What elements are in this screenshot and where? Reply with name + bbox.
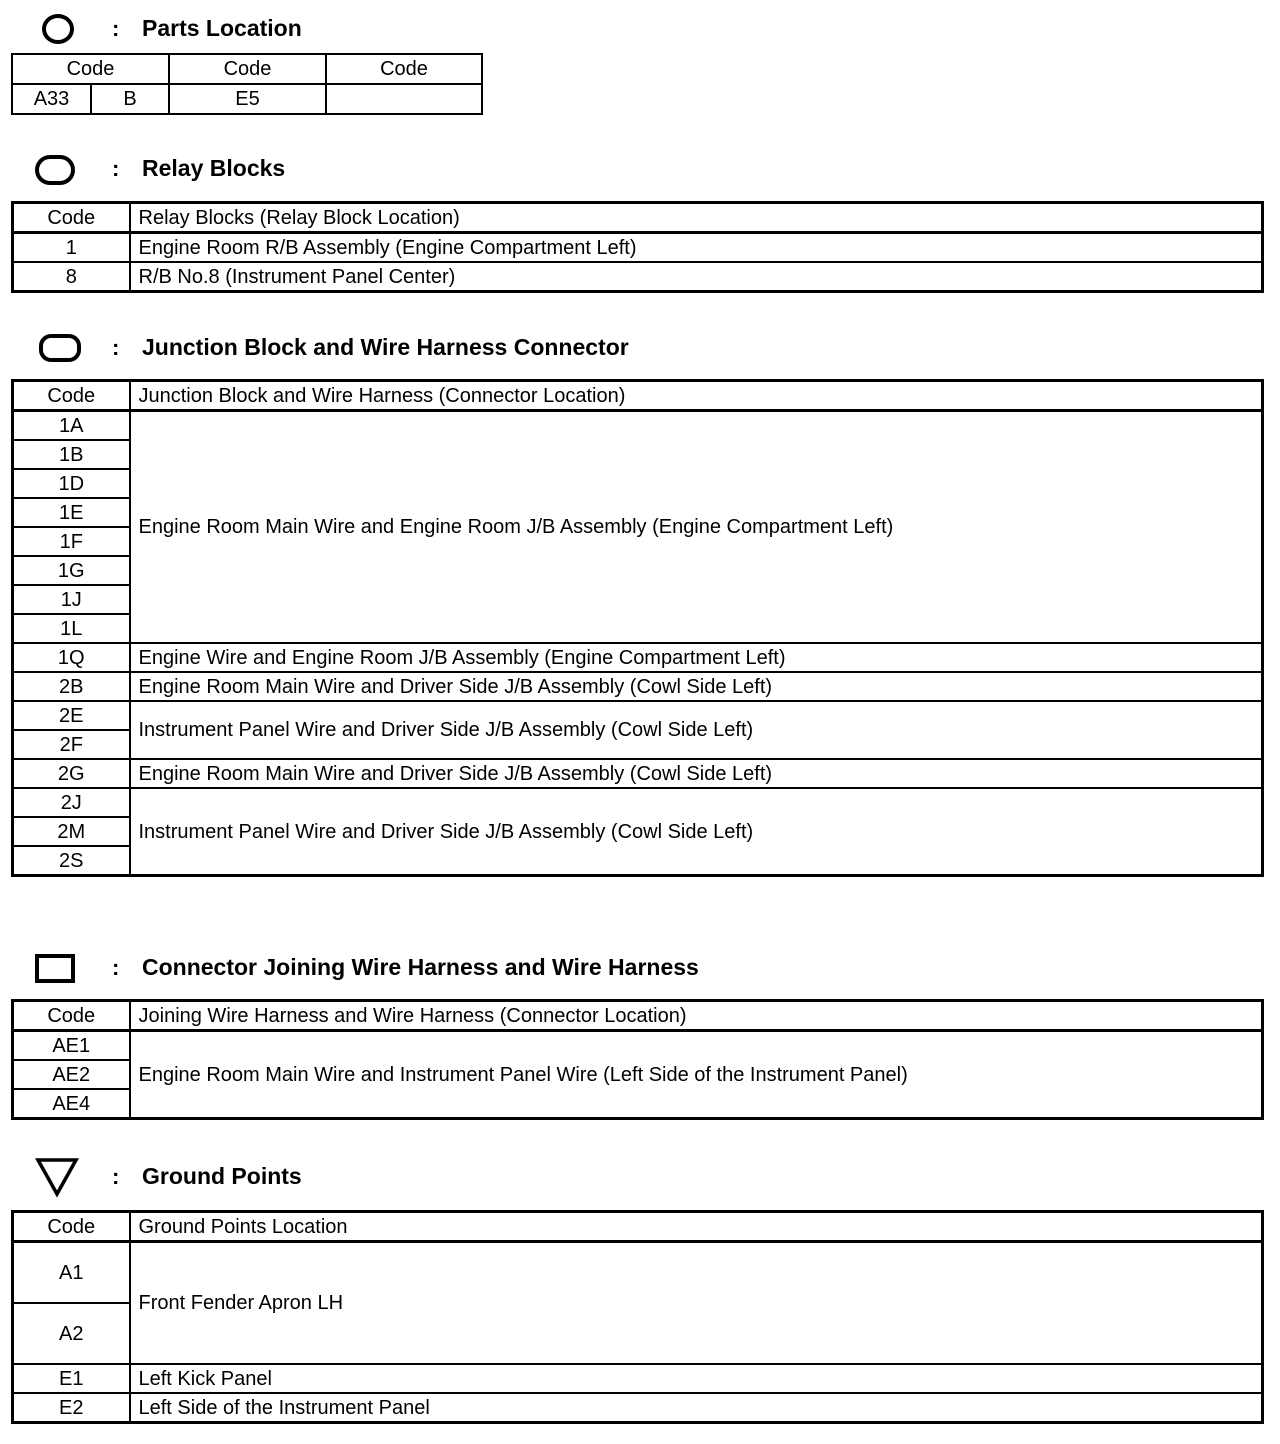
parts-location-heading [0,10,1280,50]
code-cell: 2B [13,672,130,701]
header-desc: Joining Wire Harness and Wire Harness (Connector Location) [130,1001,1263,1031]
code-cell: 1D [13,469,130,498]
desc-cell: R/B No.8 (Instrument Panel Center) [130,262,1263,292]
desc-cell: Engine Room Main Wire and Engine Room J/B Assembly (Engine Compartment Left) [130,411,1263,644]
desc-cell: Left Side of the Instrument Panel [130,1393,1263,1423]
junction-block-table [11,379,1264,877]
code-cell: 2F [13,730,130,759]
code-cell: 1G [13,556,130,585]
header-code: Code [13,1212,130,1242]
header-code: Code [13,381,130,411]
code-cell: A33 [12,84,91,114]
code-cell: 1A [13,411,130,441]
section-title: Parts Location [142,15,302,41]
header-desc: Ground Points Location [130,1212,1263,1242]
code-cell: 2J [13,788,130,817]
code-cell: 1Q [13,643,130,672]
circle-symbol-icon [40,12,76,46]
header-desc: Relay Blocks (Relay Block Location) [130,203,1263,233]
rounded-box-symbol-icon [38,333,84,365]
code-cell: A2 [13,1303,130,1364]
section-title: Junction Block and Wire Harness Connector [142,334,629,360]
section-colon: : [112,955,120,980]
desc-cell: Engine Wire and Engine Room J/B Assembly (Engine Compartment Left) [130,643,1263,672]
code-cell: E1 [13,1364,130,1393]
code-cell: 1E [13,498,130,527]
relay-blocks-table [11,201,1264,293]
section-colon: : [112,156,120,181]
desc-cell: Left Kick Panel [130,1364,1263,1393]
code-cell: 2E [13,701,130,730]
rounded-rect-symbol-icon [34,154,76,186]
code-cell: A1 [13,1242,130,1304]
code-cell: AE4 [13,1089,130,1119]
header-cell: Code [326,54,482,84]
code-cell: B [91,84,169,114]
triangle-symbol-icon [34,1156,80,1198]
header-cell: Code [169,54,326,84]
desc-cell: Engine Room Main Wire and Driver Side J/B Assembly (Cowl Side Left) [130,672,1263,701]
desc-cell: Front Fender Apron LH [130,1242,1263,1365]
section-colon: : [112,335,120,360]
rectangle-symbol-icon [34,953,76,985]
section-colon: : [112,16,120,41]
desc-cell: Engine Room R/B Assembly (Engine Compartment Left) [130,233,1263,263]
desc-cell: Engine Room Main Wire and Driver Side J/B Assembly (Cowl Side Left) [130,759,1263,788]
junction-block-heading [0,329,1280,369]
code-cell: E2 [13,1393,130,1423]
code-cell: 1L [13,614,130,643]
connector-joining-table [11,999,1264,1120]
code-cell: 1 [13,233,130,263]
code-cell [326,84,482,114]
relay-blocks-heading [0,150,1280,190]
code-cell: 2S [13,846,130,876]
code-cell: 1J [13,585,130,614]
section-title: Connector Joining Wire Harness and Wire Harness [142,954,699,980]
code-cell: 2M [13,817,130,846]
code-cell: 2G [13,759,130,788]
header-cell: Code [12,54,169,84]
ground-points-table [11,1210,1264,1424]
header-desc: Junction Block and Wire Harness (Connector Location) [130,381,1263,411]
code-cell: 1B [13,440,130,469]
ground-points-heading [0,1156,1280,1196]
parts-location-table [11,53,483,115]
connector-joining-heading [0,949,1280,989]
section-title: Relay Blocks [142,155,286,181]
desc-cell: Instrument Panel Wire and Driver Side J/B Assembly (Cowl Side Left) [130,701,1263,759]
section-colon: : [112,1164,120,1189]
header-code: Code [13,1001,130,1031]
code-cell: E5 [169,84,326,114]
header-code: Code [13,203,130,233]
desc-cell: Engine Room Main Wire and Instrument Panel Wire (Left Side of the Instrument Panel) [130,1031,1263,1119]
code-cell: AE2 [13,1060,130,1089]
code-cell: 8 [13,262,130,292]
desc-cell: Instrument Panel Wire and Driver Side J/B Assembly (Cowl Side Left) [130,788,1263,876]
code-cell: AE1 [13,1031,130,1061]
section-title: Ground Points [142,1163,302,1189]
code-cell: 1F [13,527,130,556]
